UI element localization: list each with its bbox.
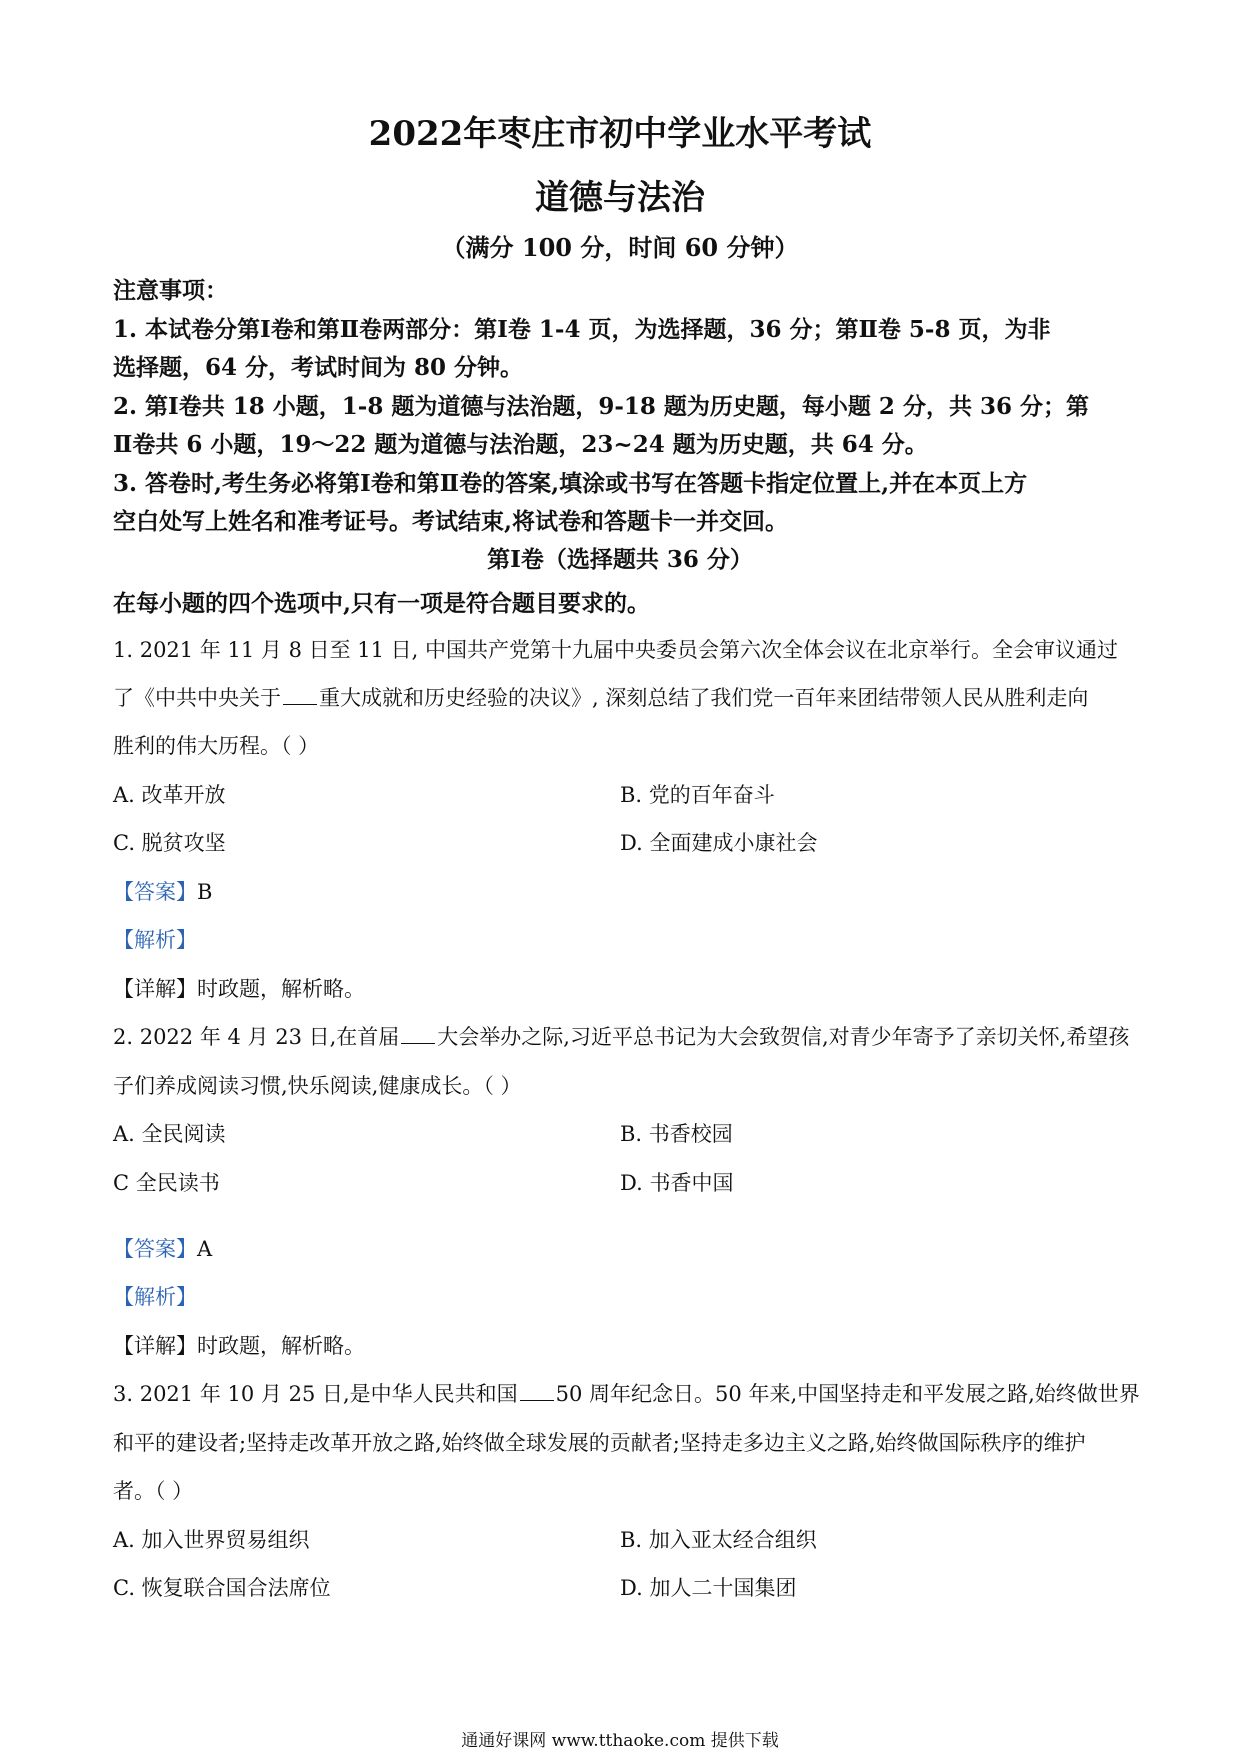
option-c: C. 脱贫攻坚 [113,831,226,855]
option-b: B. 党的百年奋斗 [620,783,775,807]
option-d: D. 书香中国 [620,1171,734,1195]
answer-value: B [197,880,213,904]
question-3-text: 3. 2021 年 10 月 25 日,是中华人民共和国 [113,1382,518,1406]
question-1-text: 了《中共中央关于 [113,686,281,710]
question-2-line [113,1021,1129,1051]
option-b: B. 书香校园 [620,1122,733,1146]
exam-title: 2022年枣庄市初中学业水平考试 [368,114,872,154]
option-c: C 全民读书 [113,1171,220,1195]
option-a: A. 全民阅读 [113,1122,226,1146]
question-3-line: 者。（ ） [113,1479,194,1503]
page-footer: 通通好课网 www.tthaoke.com 提供下载 [461,1731,779,1751]
question-2-text: 大会举办之际,习近平总书记为大会致贺信,对青少年寄予了亲切关怀,希望孩 [437,1025,1130,1049]
question-2-text: 2. 2022 年 4 月 23 日,在首届 [113,1025,400,1049]
score-info: （满分 100 分，时间 60 分钟） [441,233,799,262]
option-c: C. 恢复联合国合法席位 [113,1576,331,1600]
option-a: A. 加入世界贸易组织 [113,1528,310,1552]
fill-blank [520,1382,554,1401]
option-b: B. 加入亚太经合组织 [620,1528,817,1552]
question-2-line: 子们养成阅读习惯,快乐阅读,健康成长。（ ） [113,1074,522,1098]
detail-line: 【详解】时政题，解析略。 [113,1334,365,1358]
question-3-line: 和平的建设者;坚持走改革开放之路,始终做全球发展的贡献者;坚持走多边主义之路,始终做国际秩序的维护 [113,1431,1086,1455]
question-1-text: 重大成就和历史经验的决议》, 深刻总结了我们党一百年来团结带领人民从胜利走向 [319,686,1089,710]
answer-value: A [197,1237,213,1261]
notice-line: Ⅱ卷共 6 小题，19～22 题为道德与法治题，23~24 题为历史题，共 64 分。 [113,431,928,458]
notice-line: 3. 答卷时,考生务必将第Ⅰ卷和第Ⅱ卷的答案,填涂或书写在答题卡指定位置上,并在本页上方 [113,470,1028,497]
notice-line: 选择题，64 分，考试时间为 80 分钟。 [113,354,524,381]
section-instruction: 在每小题的四个选项中,只有一项是符合题目要求的。 [113,590,651,617]
question-3-text: 50 周年纪念日。50 年来,中国坚持走和平发展之路,始终做世界 [555,1382,1140,1406]
option-a: A. 改革开放 [113,783,226,807]
section-title: 第Ⅰ卷（选择题共 36 分） [487,546,753,573]
option-d: D. 加人二十国集团 [620,1576,797,1600]
fill-blank [283,686,317,705]
subject-title: 道德与法治 [535,178,705,218]
detail-line: 【详解】时政题，解析略。 [113,977,365,1001]
notice-line: 1. 本试卷分第Ⅰ卷和第Ⅱ卷两部分：第Ⅰ卷 1-4 页，为选择题，36 分；第Ⅱ卷 5-8 页，为非 [113,316,1051,343]
answer-label: 【答案】 [113,880,197,904]
question-1-line: 1. 2021 年 11 月 8 日至 11 日, 中国共产党第十九届中央委员会第六次全体会议在北京举行。全会审议通过 [113,638,1119,662]
option-d: D. 全面建成小康社会 [620,831,818,855]
analysis-label: 【解析】 [113,928,197,952]
answer-label: 【答案】 [113,1237,197,1261]
question-3-line [113,1378,1140,1408]
question-1-line: 胜利的伟大历程。（ ） [113,734,320,758]
notice-line: 空白处写上姓名和准考证号。考试结束,将试卷和答题卡一并交回。 [113,508,789,535]
analysis-label: 【解析】 [113,1285,197,1309]
notice-heading: 注意事项： [113,277,228,304]
notice-line: 2. 第Ⅰ卷共 18 小题，1-8 题为道德与法治题，9-18 题为历史题，每小题 2 分，共 36 分；第 [113,393,1089,420]
answer-line [113,1233,212,1263]
fill-blank [401,1025,435,1044]
question-1-line [113,682,1088,712]
answer-line [113,876,212,906]
